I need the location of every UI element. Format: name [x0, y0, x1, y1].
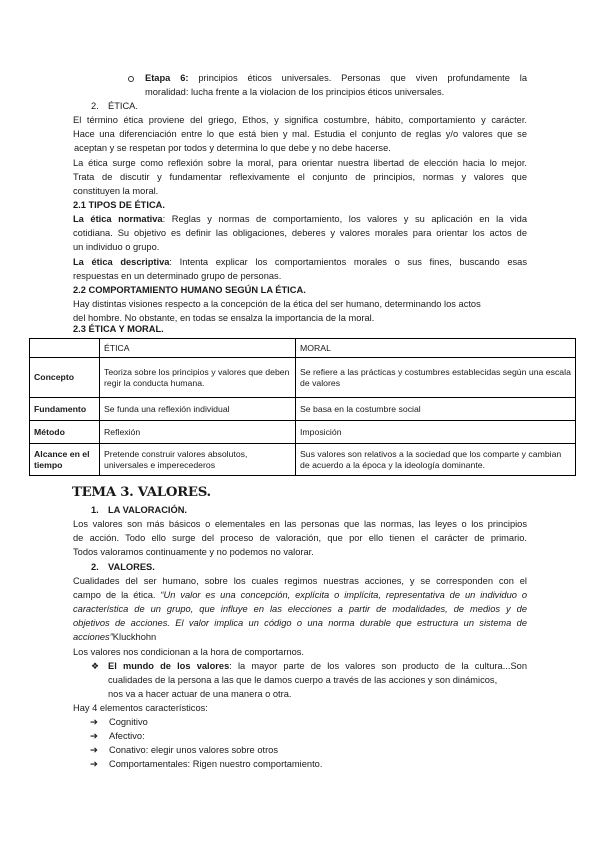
etica-p2-line-1: La ética surge como reflexión sobre la moral, para orientar nuestra libertad de elección hacia lo mejor.: [73, 158, 527, 168]
table-header-cell: MORAL: [296, 339, 576, 358]
elementos-intro: Hay 4 elementos característicos:: [73, 703, 208, 713]
table-cell: Sus valores son relativos a la sociedad que los comparte y cambian de acuerdo a la época y la ideología dominante.: [296, 444, 576, 476]
etapa6-line-1: Etapa 6: principios éticos universales. Personas que viven profundamente la: [145, 73, 527, 83]
descriptiva-line-2: respuestas en un determinado grupo de personas.: [73, 271, 282, 281]
etica-p1-line-2: Hace una diferenciación entre lo que está bien y mal. Estudia el conjunto de reglas y/o valores que se: [73, 129, 527, 139]
etapa6-label: Etapa 6:: [145, 73, 189, 83]
quote-line-3: objetivos de acciones. El valor implica un código o una norma durable que estructura un sistema de: [73, 618, 527, 628]
mundo-label: El mundo de los valores: [108, 661, 230, 671]
etica-moral-table: [29, 338, 576, 476]
table-cell: Alcance en el tiempo: [30, 444, 100, 476]
table-row: [30, 398, 576, 421]
arrow-bullet-icon: ➔: [90, 731, 98, 741]
diamond-bullet-icon: ❖: [91, 661, 100, 671]
normativa-line-1: La ética normativa: Reglas y normas de comportamiento, los valores y su aplicación en la vida: [73, 214, 527, 224]
list-item: Conativo: elegir unos valores sobre otros: [109, 745, 278, 755]
table-cell: Pretende construir valores absolutos, universales e imperecederos: [100, 444, 296, 476]
etica-p2-line-3: constituyen la moral.: [73, 186, 159, 196]
normativa-label: La ética normativa: [73, 214, 163, 224]
normativa-line-3: un individuo o grupo.: [73, 242, 160, 252]
section-1-num: 1.: [91, 505, 99, 515]
table-row: [30, 358, 576, 398]
table-cell: Se basa en la costumbre social: [296, 398, 576, 421]
table-row: [30, 421, 576, 444]
heading-2-2: 2.2 COMPORTAMIENTO HUMANO SEGÚN LA ÉTICA.: [73, 285, 306, 295]
list-item: Cognitivo: [109, 717, 148, 727]
list-item: Comportamentales: Rigen nuestro comportamiento.: [109, 759, 323, 769]
p22-line-2: del hombre. No obstante, en todas se ensalza la importancia de la moral.: [73, 313, 375, 323]
heading-2-1: 2.1 TIPOS DE ÉTICA.: [73, 200, 165, 210]
table-header-cell: ÉTICA: [100, 339, 296, 358]
table-cell: Se funda una reflexión individual: [100, 398, 296, 421]
table-cell: Reflexión: [100, 421, 296, 444]
quote-author: Kluckhohn: [112, 632, 157, 642]
heading-2-3: 2.3 ÉTICA Y MORAL.: [73, 324, 164, 334]
valores-line-1: Cualidades del ser humano, sobre los cuales regimos nuestras acciones, y se corresponden con el: [73, 576, 527, 586]
table-cell: Método: [30, 421, 100, 444]
normativa-line-2: cotidiana. Su objetivo es definir las obligaciones, deberes y valores morales para orientar los actos de: [73, 228, 527, 238]
descriptiva-line-1: La ética descriptiva: Intenta explicar los comportamientos morales o sus fines, buscando esas: [73, 257, 527, 267]
etica-p1-line-3: aceptan y se respetan por todos y determina lo que debe y no debe hacerse.: [74, 143, 391, 153]
condicionan-line: Los valores nos condicionan a la hora de comportarnos.: [73, 647, 305, 657]
table-cell: Teoriza sobre los principios y valores que deben regir la conducta humana.: [100, 358, 296, 398]
etapa6-line-2: moralidad: lucha frente a la violacion de los principios éticos universales.: [145, 87, 445, 97]
table-header-cell: [30, 339, 100, 358]
tema-3-heading: TEMA 3. VALORES.: [72, 485, 211, 500]
arrow-bullet-icon: ➔: [90, 717, 98, 727]
table-row: [30, 444, 576, 476]
mundo-line-3: nos va a hacer actuar de una manera o otra.: [108, 689, 292, 699]
circle-bullet-icon: [128, 76, 134, 82]
mundo-line-1: El mundo de los valores: la mayor parte de los valores son producto de la cultura...Son: [108, 661, 527, 671]
p22-line-1: Hay distintas visiones respecto a la concepción de la ética del ser humano, determinando los actos: [73, 299, 481, 309]
list-item: Afectivo:: [109, 731, 145, 741]
descriptiva-label: La ética descriptiva: [73, 257, 170, 267]
table-cell: Concepto: [30, 358, 100, 398]
table-header-row: [30, 339, 576, 358]
valoracion-line-2: de acción. Todo ello surge del proceso de valoración, que por ello tienen el carácter de primario.: [73, 533, 527, 543]
section-2-title: ÉTICA.: [108, 101, 138, 111]
table-cell: Se refiere a las prácticas y costumbres establecidas según una escala de valores: [296, 358, 576, 398]
section-2b-title: VALORES.: [108, 562, 155, 572]
table-cell: Imposición: [296, 421, 576, 444]
table-cell: Fundamento: [30, 398, 100, 421]
quote-line-2: característica de un grupo, que influye en las elecciones a partir de modalidades, de medios y de: [73, 604, 527, 614]
valoracion-line-3: Todos valoramos continuamente y no podemos no valorar.: [73, 547, 314, 557]
mundo-line-2: cualidades de la persona a las que le damos cuerpo a través de las acciones y son dinámicos,: [108, 675, 498, 685]
etica-p1-line-1: El término ética proviene del griego, Ethos, y significa costumbre, hábito, comportamiento y carácter.: [73, 115, 527, 125]
valoracion-line-1: Los valores son más básicos o elementales en las personas que las normas, las leyes o los principios: [73, 519, 527, 529]
section-2b-num: 2.: [91, 562, 99, 572]
quote-line-4: acciones”Kluckhohn: [73, 632, 157, 642]
arrow-bullet-icon: ➔: [90, 759, 98, 769]
etica-p2-line-2: Trata de discutir y fundamentar reflexivamente el conjunto de principios, normas y valores que: [73, 172, 527, 182]
arrow-bullet-icon: ➔: [90, 745, 98, 755]
valores-quote-line-1: campo de la ética. “Un valor es una concepción, explícita o implícita, representativa de un individuo o: [73, 590, 528, 600]
section-1-title: LA VALORACIÓN.: [108, 505, 188, 515]
section-2-num: 2.: [91, 101, 99, 111]
